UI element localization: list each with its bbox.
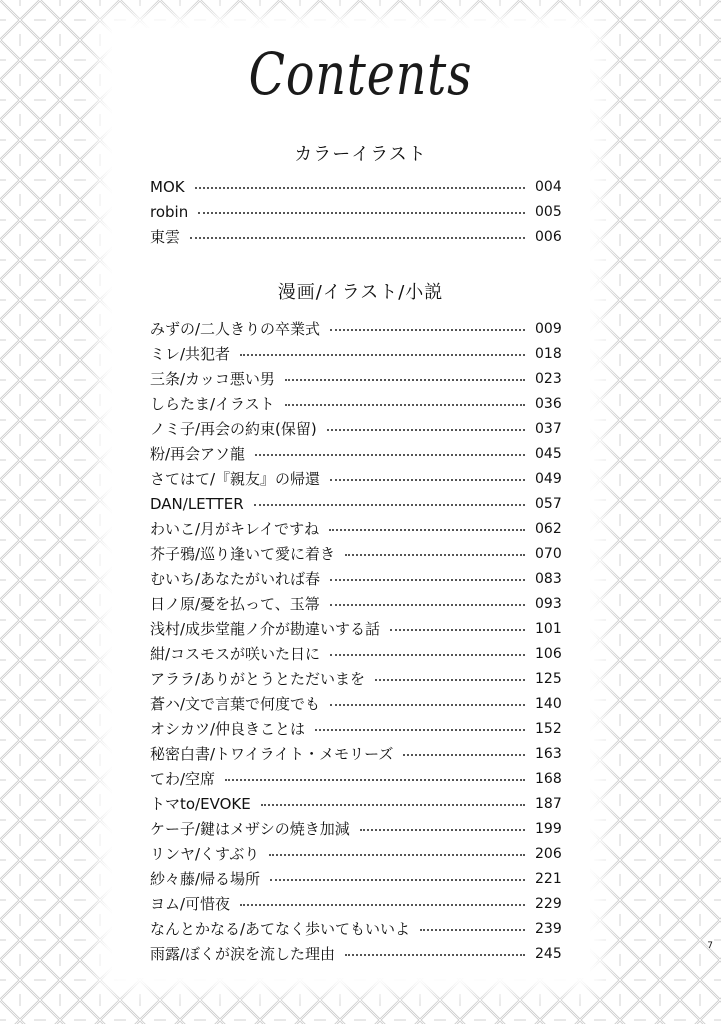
toc-entry[interactable] bbox=[150, 841, 561, 866]
toc-entry[interactable] bbox=[150, 791, 561, 816]
toc-list-manga-illustrations-novels bbox=[150, 316, 561, 966]
toc-entry[interactable] bbox=[150, 766, 561, 791]
toc-entry-page: 199 bbox=[535, 820, 562, 837]
toc-entry-page: 245 bbox=[535, 945, 562, 962]
toc-entry-page: 221 bbox=[535, 870, 562, 887]
toc-entry-label: みずの/二人きりの卒業式 bbox=[150, 320, 321, 338]
toc-entry[interactable] bbox=[150, 199, 561, 224]
toc-entry[interactable] bbox=[150, 316, 561, 341]
toc-entry-label: 芥子鴉/巡り逢いて愛に着き bbox=[150, 545, 336, 563]
toc-entry-label: ケー子/鍵はメザシの焼き加減 bbox=[150, 820, 350, 838]
toc-entry-label: 紗々藤/帰る場所 bbox=[150, 870, 261, 888]
toc-entry-label: てわ/空席 bbox=[150, 770, 216, 788]
toc-entry-label: 日ノ原/憂を払って、玉箒 bbox=[150, 595, 320, 613]
dot-leader bbox=[269, 854, 525, 856]
toc-entry-label: 三条/カッコ悪い男 bbox=[150, 370, 275, 388]
toc-entry[interactable] bbox=[150, 641, 561, 666]
toc-entry-label: なんとかなる/あてなく歩いてもいいよ bbox=[150, 920, 411, 938]
toc-entry[interactable] bbox=[150, 516, 561, 541]
dot-leader bbox=[327, 429, 525, 431]
toc-entry-page: 239 bbox=[535, 920, 562, 937]
page-number: 7 bbox=[707, 941, 713, 951]
toc-entry-page: 101 bbox=[535, 620, 562, 637]
dot-leader bbox=[190, 237, 525, 239]
toc-entry-label: 雨露/ぼくが涙を流した理由 bbox=[150, 945, 336, 963]
dot-leader bbox=[390, 629, 525, 631]
dot-leader bbox=[345, 954, 525, 956]
toc-entry-label: ミレ/共犯者 bbox=[150, 345, 231, 363]
dot-leader bbox=[261, 804, 525, 806]
toc-entry-label: むいち/あなたがいれば春 bbox=[150, 570, 321, 588]
dot-leader bbox=[330, 479, 525, 481]
toc-entry-page: 206 bbox=[535, 845, 562, 862]
toc-entry[interactable] bbox=[150, 391, 561, 416]
toc-entry[interactable] bbox=[150, 716, 561, 741]
toc-entry-page: 125 bbox=[535, 670, 562, 687]
toc-entry[interactable] bbox=[150, 916, 561, 941]
dot-leader bbox=[315, 729, 525, 731]
toc-entry-label: わいこ/月がキレイですね bbox=[150, 520, 320, 538]
toc-entry-page: 036 bbox=[535, 395, 562, 412]
toc-entry-page: 004 bbox=[535, 178, 562, 195]
toc-entry[interactable] bbox=[150, 366, 561, 391]
toc-entry-page: 005 bbox=[535, 203, 562, 220]
toc-list-color-illustrations bbox=[150, 174, 561, 249]
toc-entry-label: 秘密白書/トワイライト・メモリーズ bbox=[150, 745, 394, 763]
dot-leader bbox=[254, 504, 525, 506]
toc-entry[interactable] bbox=[150, 341, 561, 366]
toc-entry[interactable] bbox=[150, 866, 561, 891]
section-heading-manga-illustrations-novels: 漫画/イラスト/小説 bbox=[277, 282, 444, 303]
toc-entry-page: 093 bbox=[535, 595, 562, 612]
dot-leader bbox=[240, 354, 525, 356]
dot-leader bbox=[240, 904, 525, 906]
toc-entry-page: 006 bbox=[535, 228, 562, 245]
toc-entry[interactable] bbox=[150, 891, 561, 916]
toc-entry-page: 037 bbox=[535, 420, 562, 437]
toc-entry-label: ヨム/可惜夜 bbox=[150, 895, 231, 913]
toc-entry-page: 106 bbox=[535, 645, 562, 662]
dot-leader bbox=[285, 379, 525, 381]
toc-entry-page: 229 bbox=[535, 895, 562, 912]
dot-leader bbox=[375, 679, 525, 681]
toc-entry-label: 蒼ハ/文で言葉で何度でも bbox=[150, 695, 321, 713]
dot-leader bbox=[330, 579, 525, 581]
toc-entry-page: 187 bbox=[535, 795, 562, 812]
dot-leader bbox=[420, 929, 525, 931]
toc-entry-label: 粉/再会アソ龍 bbox=[150, 445, 246, 463]
toc-entry-label: さてはて/『親友』の帰還 bbox=[150, 470, 321, 488]
toc-entry[interactable] bbox=[150, 591, 561, 616]
toc-entry[interactable] bbox=[150, 466, 561, 491]
dot-leader bbox=[329, 529, 525, 531]
dot-leader bbox=[195, 187, 525, 189]
dot-leader bbox=[255, 454, 525, 456]
toc-entry-label: リンヤ/くすぶり bbox=[150, 845, 260, 863]
toc-entry-label: robin bbox=[150, 202, 189, 221]
toc-entry[interactable] bbox=[150, 491, 561, 516]
toc-entry-page: 057 bbox=[535, 495, 562, 512]
toc-entry[interactable] bbox=[150, 416, 561, 441]
toc-entry-label: トマto/EVOKE bbox=[150, 795, 251, 813]
dot-leader bbox=[345, 554, 525, 556]
dot-leader bbox=[330, 329, 525, 331]
toc-entry-page: 163 bbox=[535, 745, 562, 762]
toc-entry-label: DAN/LETTER bbox=[150, 494, 244, 513]
toc-entry-page: 018 bbox=[535, 345, 562, 362]
dot-leader bbox=[270, 879, 525, 881]
toc-entry[interactable] bbox=[150, 741, 561, 766]
dot-leader bbox=[330, 704, 525, 706]
toc-entry[interactable] bbox=[150, 666, 561, 691]
toc-entry[interactable] bbox=[150, 691, 561, 716]
toc-entry-label: 東雲 bbox=[150, 228, 181, 246]
dot-leader bbox=[225, 779, 525, 781]
toc-entry-page: 140 bbox=[535, 695, 562, 712]
toc-entry-page: 009 bbox=[535, 320, 562, 337]
toc-entry-label: ノミ子/再会の約束(保留) bbox=[150, 420, 317, 438]
toc-entry-label: オシカツ/仲良きことは bbox=[150, 720, 306, 738]
toc-entry-page: 152 bbox=[535, 720, 562, 737]
toc-entry[interactable] bbox=[150, 441, 561, 466]
toc-entry-label: 紺/コスモスが咲いた日に bbox=[150, 645, 321, 663]
toc-entry[interactable] bbox=[150, 224, 561, 249]
toc-entry[interactable] bbox=[150, 541, 561, 566]
toc-entry[interactable] bbox=[150, 566, 561, 591]
toc-entry[interactable] bbox=[150, 941, 561, 966]
toc-entry-label: アララ/ありがとうとただいまを bbox=[150, 670, 366, 688]
toc-entry[interactable] bbox=[150, 616, 561, 641]
dot-leader bbox=[330, 654, 525, 656]
page-title: Contents bbox=[248, 40, 473, 108]
toc-entry-page: 049 bbox=[535, 470, 562, 487]
toc-entry-label: MOK bbox=[150, 177, 185, 196]
section-heading-color-illustrations: カラーイラスト bbox=[294, 144, 427, 165]
toc-entry[interactable] bbox=[150, 816, 561, 841]
toc-entry-page: 070 bbox=[535, 545, 562, 562]
toc-entry-page: 023 bbox=[535, 370, 562, 387]
toc-entry[interactable] bbox=[150, 174, 561, 199]
dot-leader bbox=[198, 212, 525, 214]
dot-leader bbox=[403, 754, 525, 756]
toc-entry-page: 045 bbox=[535, 445, 562, 462]
dot-leader bbox=[330, 604, 525, 606]
toc-entry-label: 浅村/成歩堂龍ノ介が勘違いする話 bbox=[150, 620, 381, 638]
toc-entry-page: 083 bbox=[535, 570, 562, 587]
dot-leader bbox=[360, 829, 525, 831]
toc-entry-page: 062 bbox=[535, 520, 562, 537]
toc-entry-label: しらたま/イラスト bbox=[150, 395, 275, 413]
toc-entry-page: 168 bbox=[535, 770, 562, 787]
dot-leader bbox=[285, 404, 525, 406]
